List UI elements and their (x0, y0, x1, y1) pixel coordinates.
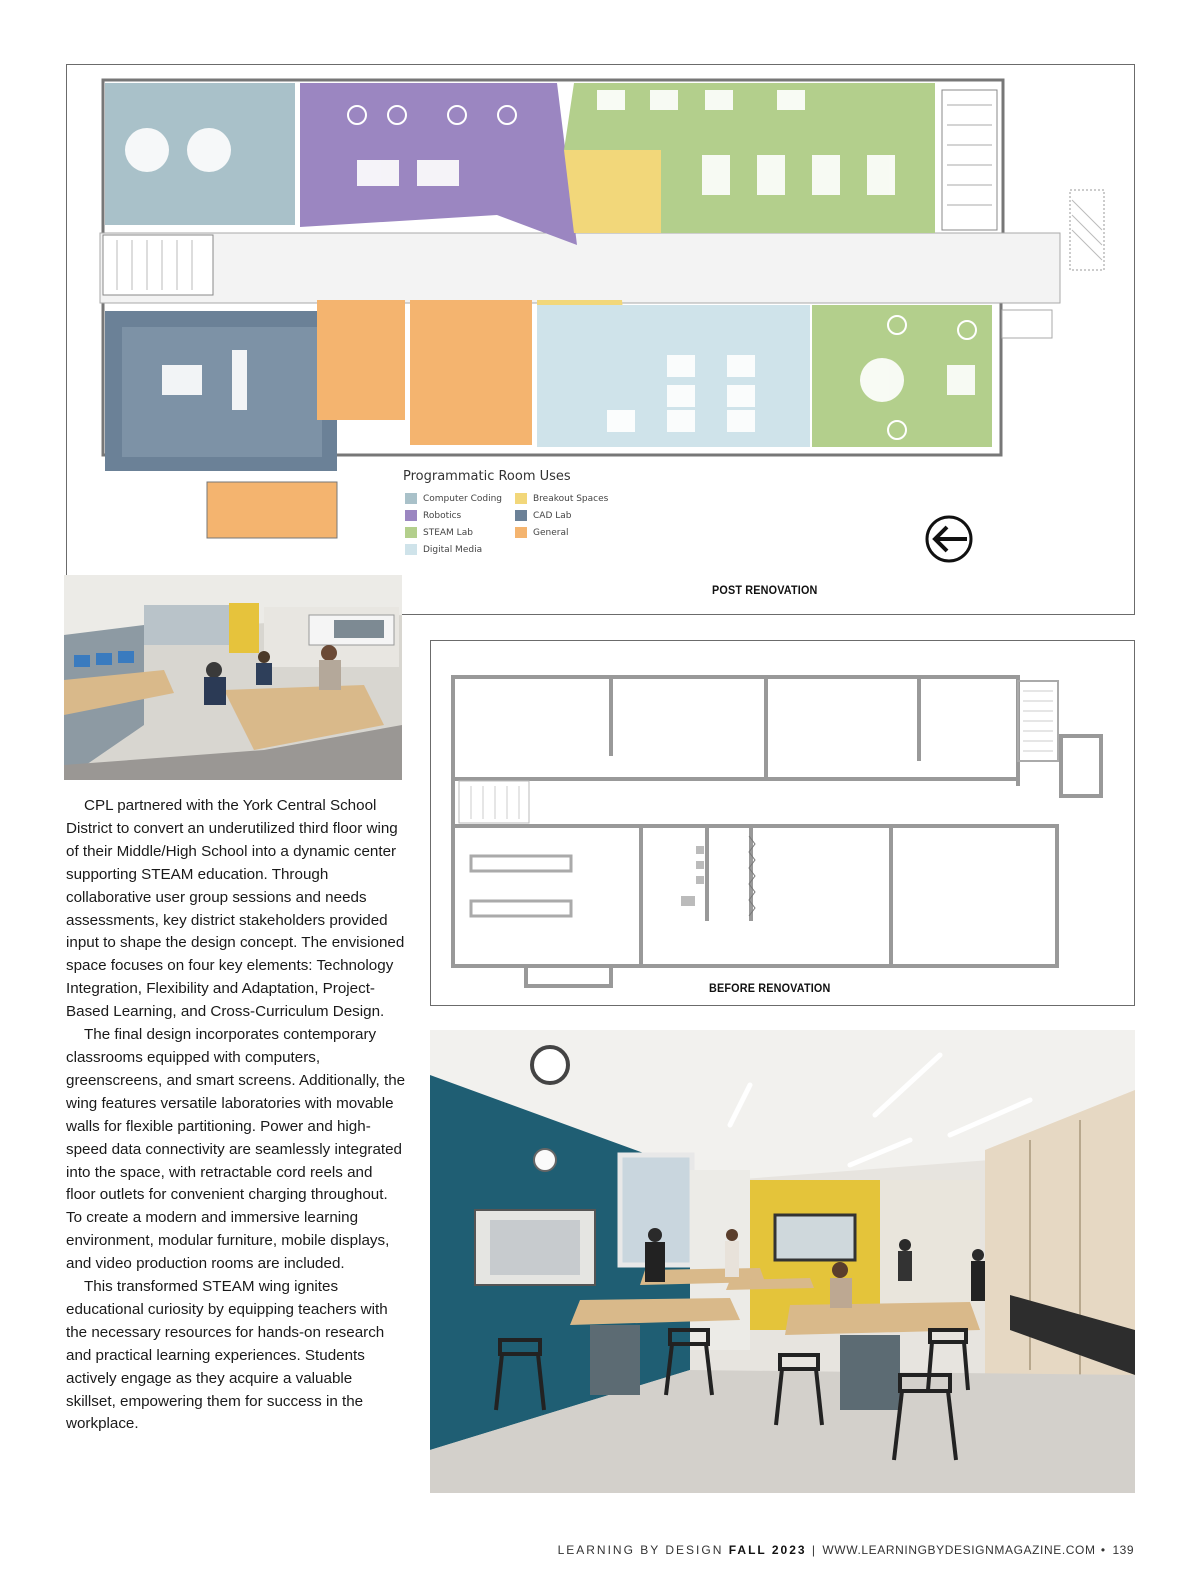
footer-issue: FALL 2023 (728, 1543, 807, 1557)
legend-swatch (405, 544, 417, 555)
page-footer (558, 1543, 1134, 1557)
legend-item-cad-lab: CAD Lab (515, 510, 571, 521)
article-body (66, 795, 406, 1436)
article-paragraph: This transformed STEAM wing ignites educational curiosity by equipping teachers with the necessary resources for hands-on research and practical learning experiences. Students actively engage as they acquire a valuable skillset, empowering them for success in the workplace. (66, 1278, 388, 1433)
footer-separator: | (811, 1543, 818, 1557)
legend-item-general: General (515, 527, 568, 538)
article-paragraph: The final design incorporates contemporary classrooms equipped with computers, greenscreens, and smart screens. Additionally, the wing features versatile laboratories with movable walls for flexible partitioning. Power and high-speed data connectivity are seamlessly integrated into the space, with retractable cord reels and floor outlets for convenient charging throughout. To create a modern and immersive learning environment, modular furniture, mobile displays, and video production rooms are included. (66, 1026, 406, 1273)
post-renovation-caption: POST RENOVATION (712, 583, 818, 597)
page-number: 139 (1112, 1543, 1134, 1557)
room-general-1 (317, 300, 405, 420)
legend-item-breakout-spaces: Breakout Spaces (515, 493, 608, 504)
legend-swatch (405, 527, 417, 538)
post-renovation-floor-plan (67, 65, 1136, 616)
footer-url[interactable]: WWW.LEARNINGBYDESIGNMAGAZINE.COM (822, 1543, 1096, 1557)
legend-swatch (405, 493, 417, 504)
article-paragraph: CPL partnered with the York Central School District to convert an underutilized third floor wing of their Middle/High School into a dynamic center supporting STEAM education. Through collaborative user group sessions and needs assessments, key district stakeholders provided input to shape the design concept. The envisioned space focuses on four key elements: Technology Integration, Flexibility and Adaptation, Project-Based Learning, and Cross-Curriculum Design. (66, 797, 405, 1021)
north-arrow (927, 517, 971, 561)
legend-item-robotics: Robotics (405, 510, 461, 521)
legend-swatch (515, 510, 527, 521)
footer-bullet: • (1100, 1543, 1108, 1557)
legend-swatch (405, 510, 417, 521)
legend-item-computer-coding: Computer Coding (405, 493, 502, 504)
legend-item-steam-lab: STEAM Lab (405, 527, 473, 538)
post-renovation-plan-frame (66, 64, 1135, 615)
room-general-2 (410, 300, 532, 445)
room-breakout-top (564, 150, 661, 233)
before-renovation-caption: BEFORE RENOVATION (709, 981, 831, 995)
steam-lab-photo-large (430, 1030, 1135, 1493)
room-general-3 (207, 482, 337, 538)
legend-swatch (515, 527, 527, 538)
before-renovation-plan-frame (430, 640, 1135, 1006)
legend-item-digital-media: Digital Media (405, 544, 482, 555)
legend-title: Programmatic Room Uses (403, 469, 571, 484)
footer-magazine: LEARNING BY DESIGN (557, 1543, 724, 1557)
before-renovation-floor-plan (431, 641, 1136, 1007)
legend-swatch (515, 493, 527, 504)
classroom-photo-small (64, 575, 402, 780)
